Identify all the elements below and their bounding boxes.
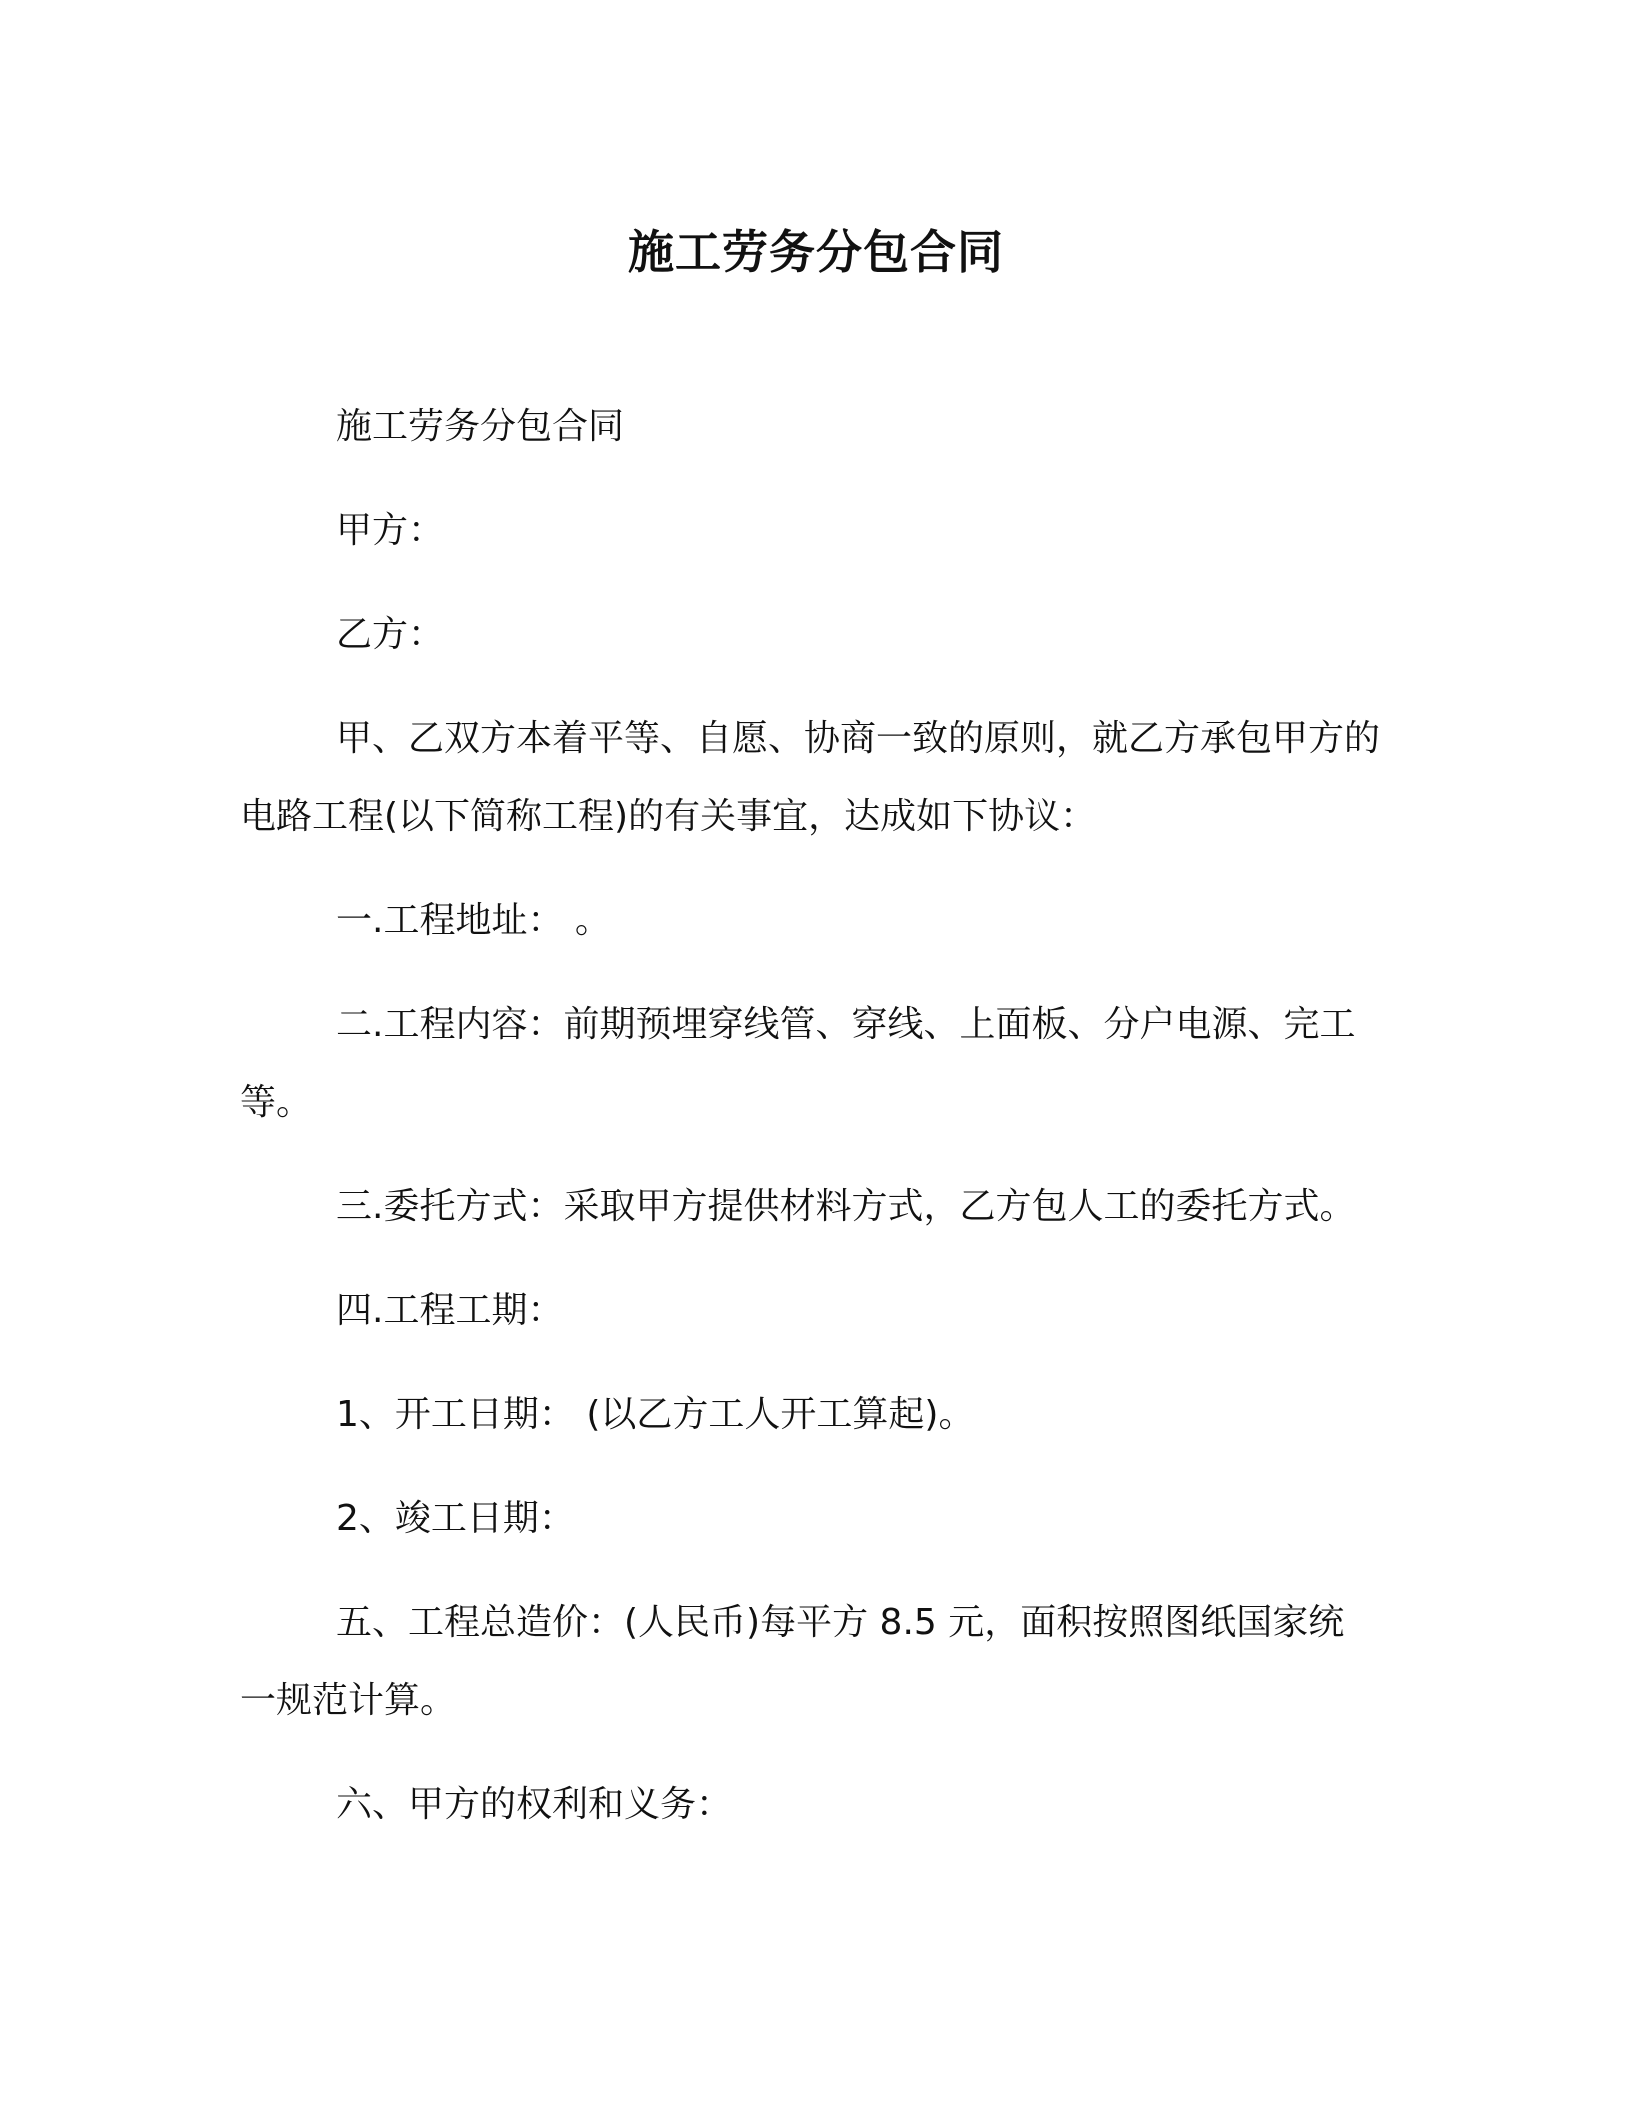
paragraph-party-a-rights: 六、甲方的权利和义务： xyxy=(336,1784,733,1825)
document-body xyxy=(240,388,1380,1870)
paragraph-preamble: 甲、乙双方本着平等、自愿、协商一致的原则，就乙方承包甲方的电路工程(以下简称工程)的有关事宜，达成如下协议： xyxy=(240,718,1381,837)
paragraph-completion-date: 2、竣工日期： xyxy=(336,1498,575,1539)
paragraph-project-duration: 四.工程工期： xyxy=(336,1290,564,1331)
paragraph-start-date: 1、开工日期： (以乙方工人开工算起)。 xyxy=(336,1394,975,1435)
paragraph-project-address: 一.工程地址： 。 xyxy=(336,900,611,941)
paragraph-commission-method: 三.委托方式：采取甲方提供材料方式，乙方包人工的委托方式。 xyxy=(336,1186,1356,1227)
paragraph-party-a: 甲方： xyxy=(336,510,445,551)
paragraph-party-b: 乙方： xyxy=(336,614,445,655)
paragraph-total-cost: 五、工程总造价：(人民币)每平方 8.5 元，面积按照图纸国家统一规范计算。 xyxy=(240,1602,1345,1721)
paragraph-heading: 施工劳务分包合同 xyxy=(336,406,625,447)
paragraph-project-content: 二.工程内容：前期预埋穿线管、穿线、上面板、分户电源、完工等。 xyxy=(240,1004,1356,1123)
document-title: 施工劳务分包合同 xyxy=(628,225,1004,279)
